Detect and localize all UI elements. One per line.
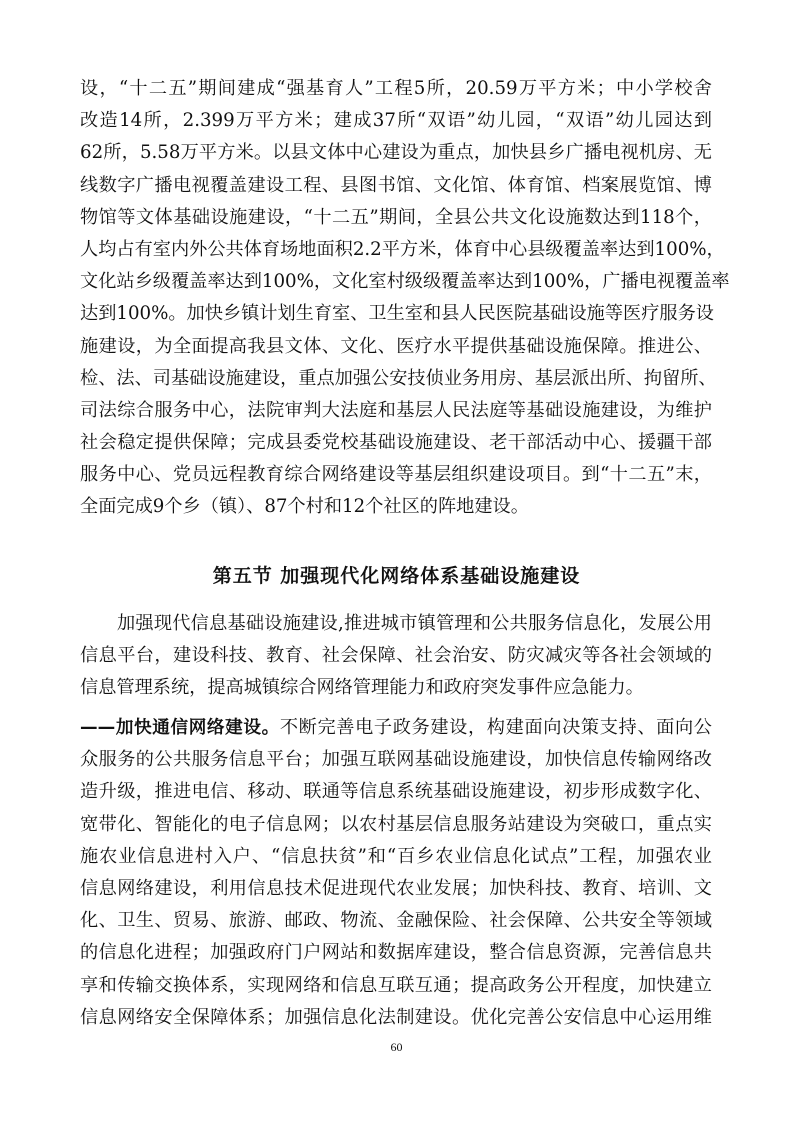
paragraph-line: 施农业信息进村入户、“信息扶贫”和“百乡农业信息化试点”工程，加强农业 [80, 845, 712, 867]
paragraph-line: 宽带化、智能化的电子信息网；以农村基层信息服务站建设为突破口，重点实 [80, 813, 712, 835]
paragraph-line: 化、卫生、贸易、旅游、邮政、物流、金融保险、社会保障、公共安全等领域 [80, 910, 712, 932]
continuation-paragraph [80, 73, 730, 524]
paragraph-line: 文化站乡级覆盖率达到100%，文化室村级级覆盖率达到100%，广播电视覆盖率 [80, 271, 730, 293]
paragraph-line: 司法综合服务中心，法院审判大法庭和基层人民法庭等基础设施建设，为维护 [80, 399, 712, 421]
paragraph-line: 检、法、司基础设施建设，重点加强公安技侦业务用房、基层派出所、拘留所、 [80, 367, 717, 389]
paragraph-line: 人均占有室内外公共体育场地面积2.2平方米，体育中心县级覆盖率达到100%， [80, 238, 725, 260]
paragraph-line: 62所，5.58万平方米。以县文体中心建设为重点，加快县乡广播电视机房、无 [80, 142, 712, 164]
paragraph-text: 不断完善电子政务建设，构建面向决策支持、面向公 [279, 717, 712, 738]
paragraph-line [80, 712, 712, 744]
paragraph-line: 达到100%。加快乡镇计划生育室、卫生室和县人民医院基础设施等医疗服务设 [80, 303, 714, 325]
paragraph-line: 信息网络建设，利用信息技术促进现代农业发展；加快科技、教育、培训、文 [80, 877, 712, 899]
paragraph-line: 社会稳定提供保障；完成县委党校基础设施建设、老干部活动中心、援疆干部 [80, 432, 712, 454]
section-heading: 第五节 加强现代化网络体系基础设施建设 [212, 565, 581, 587]
paragraph-line: 物馆等文体基础设施建设，“十二五”期间，全县公共文化设施数达到118个， [80, 206, 712, 228]
paragraph-line: 改造14所，2.399万平方米；建成37所“双语”幼儿园，“双语”幼儿园达到 [80, 110, 712, 132]
paragraph-line: 设，“十二五”期间建成“强基育人”工程5所，20.59万平方米；中小学校舍 [80, 78, 712, 99]
paragraph-line: 线数字广播电视覆盖建设工程、县图书馆、文化馆、体育馆、档案展览馆、博 [80, 174, 712, 196]
network-paragraph [80, 712, 712, 1034]
paragraph-line: 全面完成9个乡（镇）、87个村和12个社区的阵地建设。 [80, 496, 529, 518]
paragraph-line: 施建设，为全面提高我县文体、文化、医疗水平提供基础设施保障。推进公、 [80, 335, 712, 357]
page-number: 60 [390, 1040, 403, 1054]
paragraph-line: 信息平台，建设科技、教育、社会保障、社会治安、防灾减灾等各社会领域的 [80, 645, 712, 667]
paragraph-line: 信息网络安全保障体系；加强信息化法制建设。优化完善公安信息中心运用维 [80, 1006, 712, 1028]
paragraph-line: 造升级，推进电信、移动、联通等信息系统基础设施建设，初步形成数字化、 [80, 781, 712, 803]
paragraph-lead: ——加快通信网络建设。 [80, 718, 280, 738]
paragraph-line: 加强现代信息基础设施建设,推进城市镇管理和公共服务信息化，发展公用 [117, 613, 712, 634]
paragraph-line: 享和传输交换体系，实现网络和信息互联互通；提高政务公开程度，加快建立 [80, 974, 712, 996]
paragraph-line: 信息管理系统，提高城镇综合网络管理能力和政府突发事件应急能力。 [80, 677, 644, 699]
paragraph-line: 服务中心、党员远程教育综合网络建设等基层组织建设项目。到“十二五”末， [80, 464, 712, 486]
intro-paragraph [80, 608, 712, 705]
paragraph-line: 的信息化进程；加强政府门户网站和数据库建设，整合信息资源，完善信息共 [80, 942, 712, 964]
paragraph-line: 众服务的公共服务信息平台；加强互联网基础设施建设，加快信息传输网络改 [80, 749, 712, 771]
